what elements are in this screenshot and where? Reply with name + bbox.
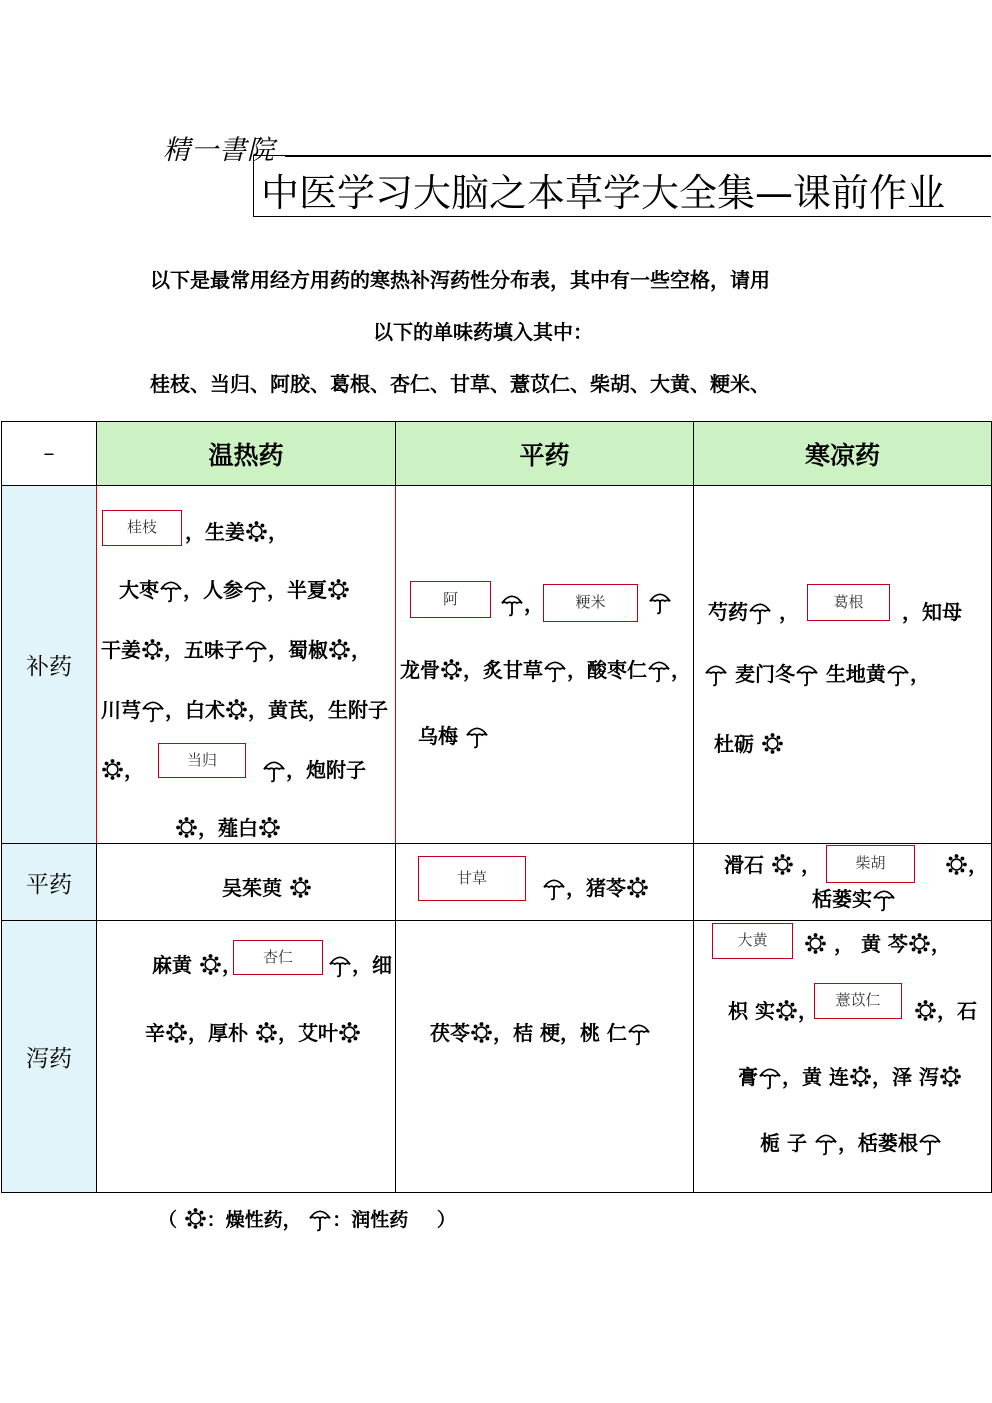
umbrella-icon	[543, 877, 565, 901]
highlight-border-left	[96, 486, 97, 843]
sun-icon	[627, 877, 648, 898]
logo: 精一書院	[163, 135, 275, 166]
text: ，蜀椒	[268, 638, 328, 662]
sun-icon	[102, 759, 123, 780]
umbrella-icon	[466, 725, 488, 749]
cell-tonic-neutral	[396, 486, 694, 844]
col-header-warm: 温热药	[97, 422, 396, 486]
text: ，泽 泻	[871, 1065, 939, 1089]
sun-icon	[246, 521, 267, 542]
text: 干姜	[101, 638, 141, 662]
text: ，炮附子	[286, 758, 366, 782]
text: 枳 实	[728, 999, 775, 1023]
sun-icon	[940, 1066, 961, 1087]
legend-close: ）	[436, 1209, 456, 1231]
text: ，	[124, 758, 144, 782]
page-title: 中医学习大脑之本草学大全集—课前作业	[261, 171, 946, 215]
sun-icon	[805, 933, 826, 954]
fill-box-jingmi[interactable]: 粳米	[543, 584, 638, 622]
cell-neutral-cold	[694, 844, 992, 921]
umbrella-icon	[263, 759, 285, 783]
text: ，薤白	[198, 816, 258, 840]
text: 膏	[738, 1065, 758, 1089]
fill-box-gegen[interactable]: 葛根	[807, 584, 890, 621]
row-header-neutral: 平药	[2, 844, 97, 921]
umbrella-icon	[796, 663, 818, 687]
umbrella-icon	[142, 699, 164, 723]
legend-moist-label: ：润性药	[332, 1209, 409, 1231]
text: ，猪苓	[566, 876, 626, 900]
text: ，	[221, 953, 242, 977]
text: ，	[800, 853, 821, 877]
col-header-neutral: 平药	[396, 422, 694, 486]
text: 栝蒌实	[812, 887, 872, 911]
text: ，石	[937, 999, 977, 1023]
text: 杜砺	[714, 732, 754, 756]
corner-cell: –	[2, 422, 97, 486]
text: ，半夏	[267, 578, 327, 602]
umbrella-icon	[245, 639, 267, 663]
text: ，	[968, 853, 988, 877]
sun-icon	[226, 699, 247, 720]
cell-purgative-neutral	[396, 921, 694, 1193]
cell-purgative-cold	[694, 921, 992, 1193]
sun-icon	[166, 1022, 187, 1043]
sun-icon	[290, 877, 311, 898]
text: 川芎	[101, 698, 141, 722]
text: ，	[524, 592, 544, 616]
text: 龙骨	[400, 658, 440, 682]
text: ，	[351, 638, 371, 662]
text: 栀 子	[760, 1131, 807, 1155]
fill-box-dahuang[interactable]: 大黄	[712, 923, 793, 959]
text: ，细	[352, 953, 392, 977]
umbrella-icon	[501, 593, 523, 617]
umbrella-icon	[160, 579, 182, 603]
text: 大枣	[119, 578, 159, 602]
umbrella-icon	[628, 1022, 650, 1046]
text: ，艾叶	[277, 1021, 338, 1045]
cell-purgative-warm	[97, 921, 396, 1193]
text: 滑石	[724, 853, 764, 877]
sun-icon	[176, 817, 197, 838]
fill-box-chaihu[interactable]: 柴胡	[826, 845, 915, 883]
text: ，酸枣仁	[567, 658, 647, 682]
sun-icon	[776, 1000, 797, 1021]
umbrella-icon	[873, 888, 895, 912]
fill-box-xingren[interactable]: 杏仁	[233, 940, 323, 975]
sun-icon	[762, 733, 783, 754]
text: ，五味子	[164, 638, 244, 662]
sun-icon	[915, 1000, 936, 1021]
sun-icon	[328, 579, 349, 600]
sun-icon	[772, 854, 793, 875]
sun-icon	[909, 933, 930, 954]
intro-line-2: 以下的单味药填入其中：	[373, 320, 593, 344]
sun-icon	[329, 639, 350, 660]
text: ，	[268, 520, 288, 544]
text: 黄 芩	[860, 932, 908, 956]
text: 麻黄	[152, 953, 192, 977]
umbrella-icon	[649, 591, 671, 615]
text: 辛	[145, 1021, 165, 1045]
col-header-cold: 寒凉药	[694, 422, 992, 486]
cell-neutral-neutral	[396, 844, 694, 921]
highlight-border-right	[395, 486, 396, 843]
sun-icon	[200, 954, 221, 975]
text: ，	[833, 932, 854, 956]
fill-box-danggui[interactable]: 当归	[158, 743, 246, 778]
text: ，炙甘草	[463, 658, 543, 682]
cell-tonic-cold	[694, 486, 992, 844]
umbrella-icon	[887, 663, 909, 687]
fill-box-e[interactable]: 阿	[410, 581, 491, 618]
sun-icon	[256, 1022, 277, 1043]
text: ，桔 梗，桃 仁	[493, 1021, 627, 1045]
text: ，生姜	[185, 520, 245, 544]
sun-icon	[185, 1208, 206, 1229]
legend	[158, 1205, 456, 1232]
cell-tonic-warm	[97, 486, 396, 844]
text: ，厚朴	[188, 1021, 248, 1045]
text: ，黄 连	[782, 1065, 849, 1089]
text: 吴茱萸	[222, 876, 282, 900]
text: 麦门冬	[734, 662, 795, 686]
row-header-purgative: 泻药	[2, 921, 97, 1193]
sun-icon	[850, 1066, 871, 1087]
herb-table	[1, 421, 992, 1193]
umbrella-icon	[705, 663, 727, 687]
umbrella-icon	[309, 1208, 331, 1232]
text: 乌梅	[418, 724, 458, 748]
legend-dry-label: ：燥性药，	[206, 1209, 302, 1231]
text: ，	[671, 658, 691, 682]
fill-box-guizhi[interactable]: 桂枝	[102, 510, 182, 546]
text: ，	[930, 932, 951, 956]
intro-line-1: 以下是最常用经方用药的寒热补泻药性分布表，其中有一些空格，请用	[150, 268, 770, 292]
umbrella-icon	[544, 659, 566, 683]
sun-icon	[471, 1022, 492, 1043]
text: ，白术	[165, 698, 225, 722]
legend-open: （	[158, 1209, 178, 1231]
sun-icon	[441, 659, 462, 680]
sun-icon	[946, 854, 967, 875]
sun-icon	[259, 817, 280, 838]
umbrella-icon	[648, 659, 670, 683]
text: ，黄芪，生附子	[248, 698, 388, 722]
text: ，	[778, 600, 799, 624]
umbrella-icon	[244, 579, 266, 603]
text: 生地黄	[825, 662, 886, 686]
text: ，知母	[902, 600, 962, 624]
umbrella-icon	[749, 601, 771, 625]
cell-neutral-warm	[97, 844, 396, 921]
umbrella-icon	[919, 1132, 941, 1156]
sun-icon	[142, 639, 163, 660]
intro-line-3: 桂枝、当归、阿胶、葛根、杏仁、甘草、薏苡仁、柴胡、大黄、粳米、	[150, 372, 770, 396]
text: ，栝蒌根	[837, 1131, 918, 1155]
fill-box-gancao[interactable]: 甘草	[418, 856, 526, 901]
sun-icon	[339, 1022, 360, 1043]
text: ，人参	[183, 578, 243, 602]
text: 芍药	[708, 600, 748, 624]
row-header-tonic: 补药	[2, 486, 97, 844]
text: ，	[797, 999, 818, 1023]
umbrella-icon	[815, 1132, 837, 1156]
fill-box-yiyiren[interactable]: 薏苡仁	[814, 983, 902, 1019]
umbrella-icon	[759, 1066, 781, 1090]
umbrella-icon	[329, 954, 351, 978]
text: ，	[909, 662, 930, 686]
text: 茯苓	[430, 1021, 470, 1045]
